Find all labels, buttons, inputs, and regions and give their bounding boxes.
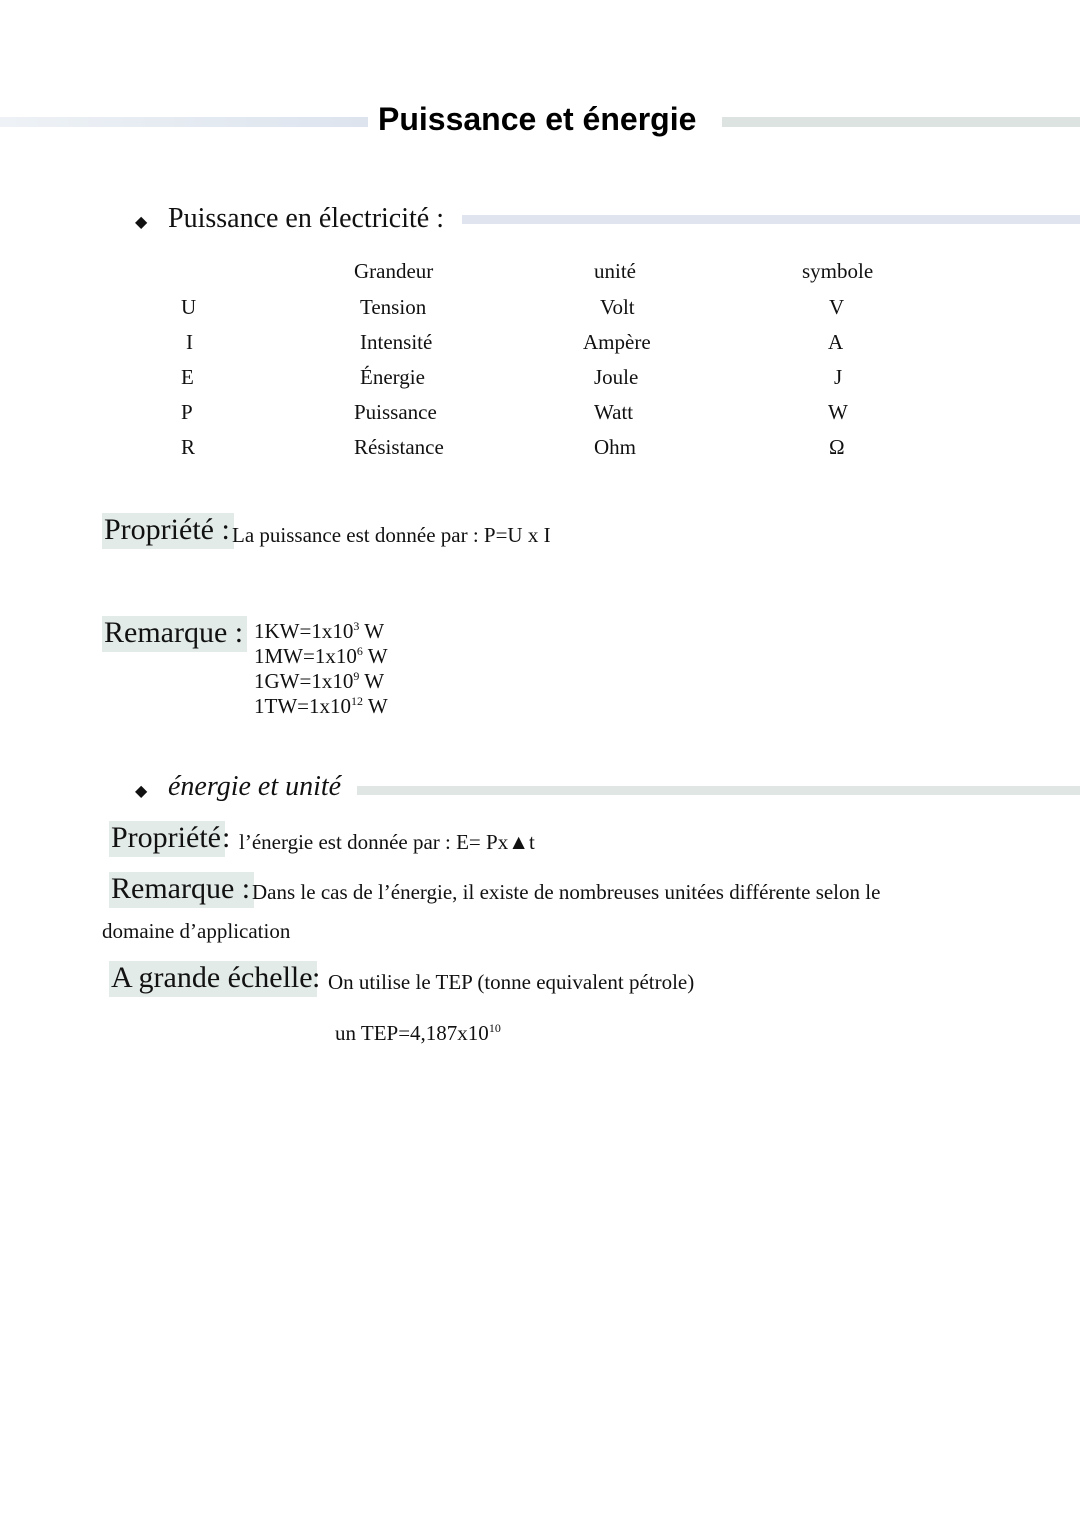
- table-cell-grandeur: Tension: [360, 295, 427, 319]
- title-rule-right: [722, 117, 1080, 127]
- table-cell-grandeur: Puissance: [354, 400, 437, 424]
- remarque-label: Remarque :: [109, 872, 254, 908]
- tep-value: un $TEP=4,187x10^{10}$: [335, 1021, 501, 1045]
- remarque-text: Dans le cas de l’énergie, il existe de nombreuses unitées différente selon le: [252, 880, 881, 904]
- unit-line-kw: $1KW=1x10^3$ W: [254, 619, 385, 643]
- table-cell-letter: I: [186, 330, 193, 354]
- table-cell-unite: Volt: [600, 295, 635, 319]
- unit-line-gw: $1GW=1x10^9$ W: [254, 669, 385, 693]
- table-cell-letter: E: [181, 365, 194, 389]
- unit-line-mw: $1MW=1x10^6$ W: [254, 644, 388, 668]
- section-heading-puissance: Puissance en électricité :: [168, 203, 444, 234]
- section-rule: [357, 786, 1080, 795]
- propriete-label: Propriété :: [102, 513, 234, 549]
- grande-echelle-text: On utilise le TEP (tonne equivalent pétrole): [328, 970, 695, 994]
- table-header-symbole: symbole: [802, 259, 874, 283]
- propriete-text: l’énergie est donnée par : E= Px▲t: [239, 830, 535, 854]
- table-cell-grandeur: Intensité: [360, 330, 433, 354]
- table-cell-unite: Ohm: [594, 435, 636, 459]
- grande-echelle-label: A grande échelle: [109, 961, 317, 997]
- table-cell-letter: U: [181, 295, 197, 319]
- diamond-bullet-icon: ◆: [135, 781, 148, 800]
- table-header-unite: unité: [594, 259, 636, 283]
- table-cell-letter: R: [181, 435, 196, 459]
- page-title: Puissance et énergie: [378, 101, 697, 137]
- section-heading-energie: énergie et unité: [168, 771, 342, 802]
- table-header-grandeur: Grandeur: [354, 259, 434, 283]
- table-cell-symbole: J: [834, 365, 843, 389]
- table-cell-unite: Watt: [594, 400, 634, 424]
- table-cell-symbole: A: [828, 330, 844, 354]
- table-cell-symbole: V: [829, 295, 845, 319]
- section-rule: [462, 215, 1080, 224]
- propriete-text: La puissance est donnée par : P=U x I: [232, 523, 551, 547]
- diamond-bullet-icon: ◆: [135, 212, 148, 231]
- propriete-colon: :: [222, 821, 231, 854]
- unit-line-tw: $1TW=1x10^{12}$ W: [254, 694, 388, 718]
- remarque-label: Remarque :: [102, 616, 247, 652]
- propriete-label: Propriété: [109, 821, 225, 857]
- title-rule-left: [0, 117, 368, 127]
- table-cell-symbole: Ω: [829, 435, 845, 459]
- table-cell-letter: P: [181, 400, 193, 424]
- power-units-list: [254, 619, 388, 719]
- grande-echelle-colon: :: [312, 961, 321, 994]
- remarque-text-continued: domaine d’application: [102, 919, 291, 943]
- table-cell-unite: Ampère: [583, 330, 651, 354]
- table-cell-grandeur: Énergie: [360, 365, 425, 389]
- table-cell-symbole: W: [828, 400, 848, 424]
- table-cell-grandeur: Résistance: [354, 435, 444, 459]
- table-cell-unite: Joule: [594, 365, 639, 389]
